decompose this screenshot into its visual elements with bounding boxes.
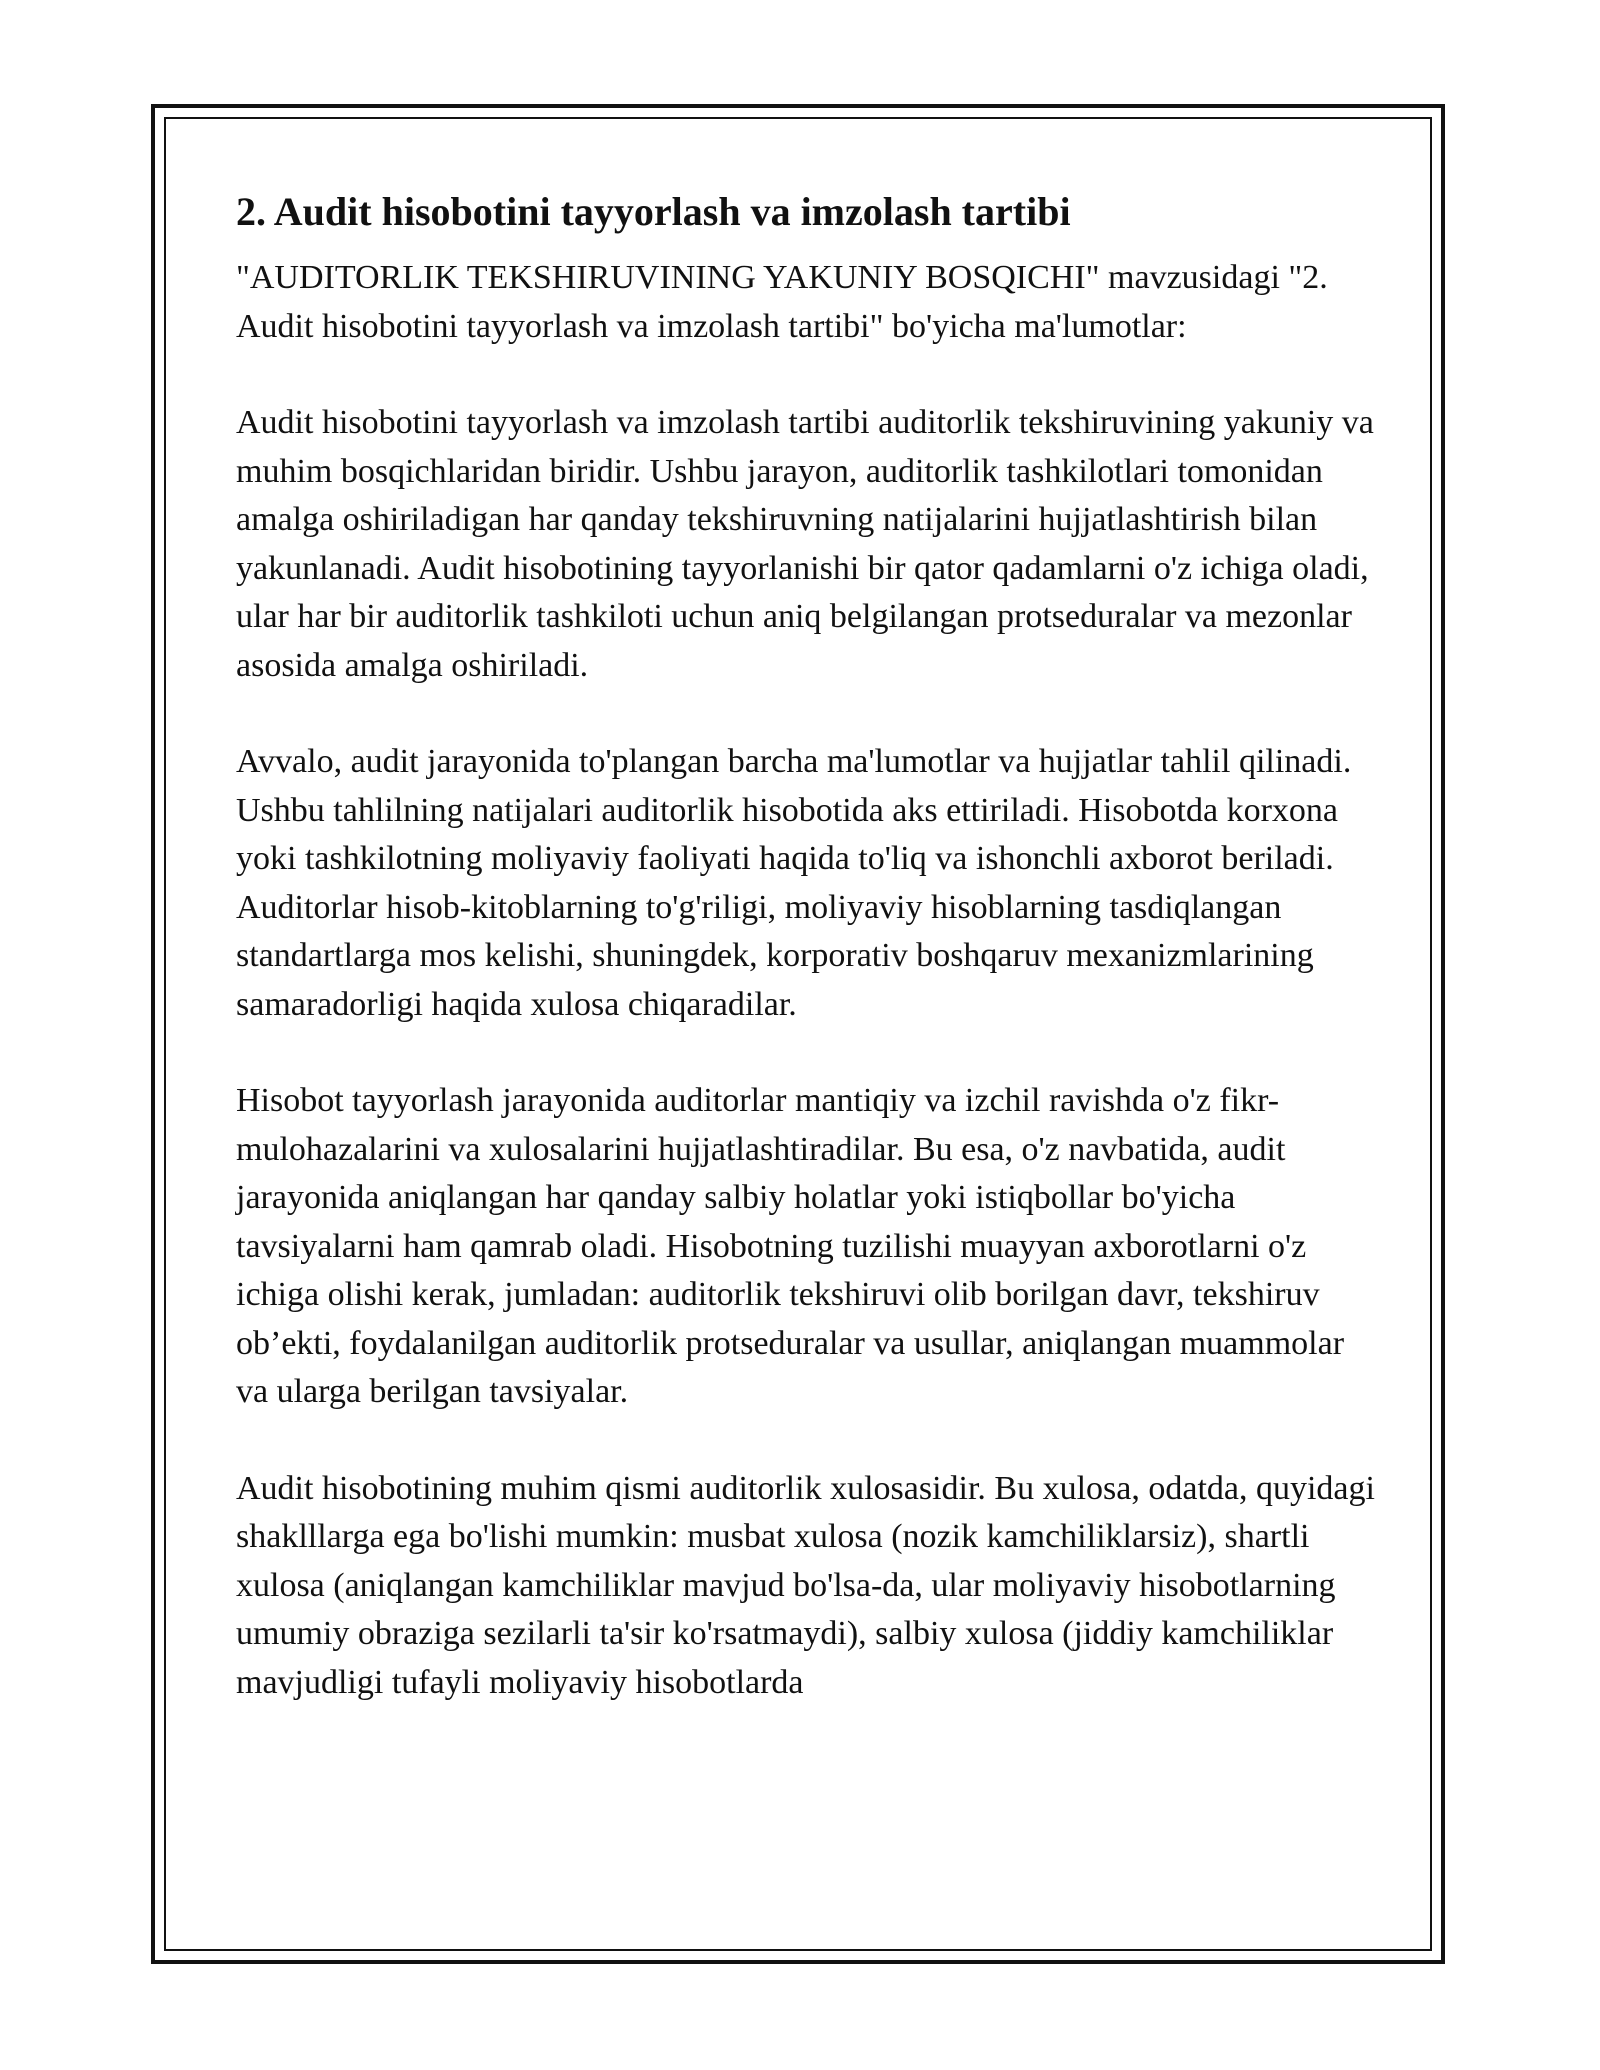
paragraph-3: Hisobot tayyorlash jarayonida auditorlar mantiqiy va izchil ravishda o'z fikr-mulohazalarini va xulosalarini hujjatlashtiradilar. Bu esa, o'z navbatida, audit jarayonida aniqlangan har qanday salbiy holatlar yoki istiqbollar bo'yicha tavsiyalarni ham qamrab oladi. Hisobotning tuzilishi muayyan axborotlarni o'z ichiga olishi kerak, jumladan: auditorlik tekshiruvi olib borilgan davr, tekshiruv ob’ekti, foydalanilgan auditorlik protseduralar va usullar, aniqlangan muammolar va ularga berilgan tavsiyalar.	[236, 1082, 1345, 1410]
document-body	[236, 184, 1376, 1707]
section-heading: 2. Audit hisobotini tayyorlash va imzolash tartibi	[236, 189, 1071, 234]
paragraph-1: Audit hisobotini tayyorlash va imzolash tartibi auditorlik tekshiruvining yakuniy va muhim bosqichlaridan biridir. Ushbu jarayon, auditorlik tashkilotlari tomonidan amalga oshiriladigan har qanday tekshiruvning natijalarini hujjatlashtirish bilan yakunlanadi. Audit hisobotining tayyorlanishi bir qator qadamlarni o'z ichiga oladi, ular har bir auditorlik tashkiloti uchun aniq belgilangan protseduralar va mezonlar asosida amalga oshiriladi.	[236, 404, 1374, 684]
paragraph-intro: "AUDITORLIK TEKSHIRUVINING YAKUNIY BOSQICHI" mavzusidagi "2. Audit hisobotini tayyorlash va imzolash tartibi" bo'yicha ma'lumotlar:	[236, 259, 1328, 345]
paragraph-4: Audit hisobotining muhim qismi auditorlik xulosasidir. Bu xulosa, odatda, quyidagi shaklllarga ega bo'lishi mumkin: musbat xulosa (nozik kamchiliklarsiz), shartli xulosa (aniqlangan kamchiliklar mavjud bo'lsa-da, ular moliyaviy hisobotlarning umumiy obraziga sezilarli ta'sir ko'rsatmaydi), salbiy xulosa (jiddiy kamchiliklar mavjudligi tufayli moliyaviy hisobotlarda	[236, 1469, 1375, 1701]
paragraph-2: Avvalo, audit jarayonida to'plangan barcha ma'lumotlar va hujjatlar tahlil qilinadi. Ushbu tahlilning natijalari auditorlik hisobotida aks ettiriladi. Hisobotda korxona yoki tashkilotning moliyaviy faoliyati haqida to'liq va ishonchli axborot beriladi. Auditorlar hisob-kitoblarning to'g'riligi, moliyaviy hisoblarning tasdiqlangan standartlarga mos kelishi, shuningdek, korporativ boshqaruv mexanizmlarining samaradorligi haqida xulosa chiqaradilar.	[236, 743, 1352, 1023]
